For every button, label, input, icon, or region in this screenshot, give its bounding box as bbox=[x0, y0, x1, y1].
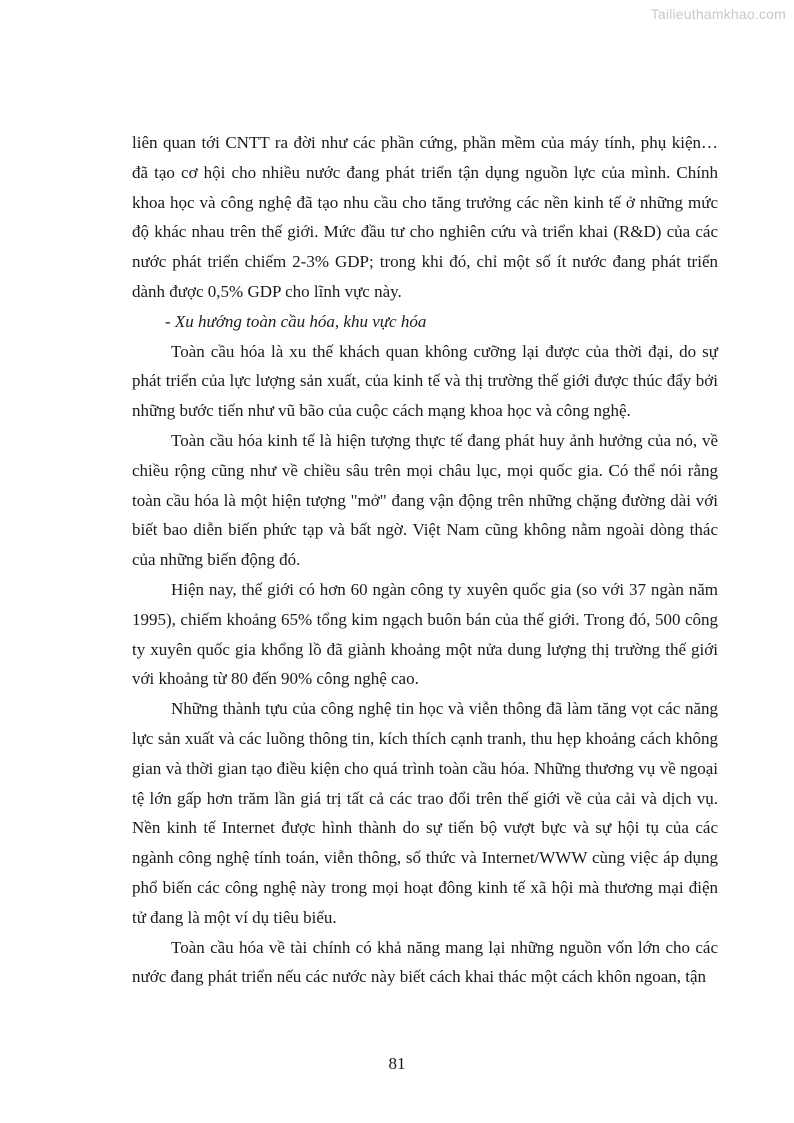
page-number: 81 bbox=[388, 1054, 406, 1073]
paragraph-technology-achievements: Những thành tựu của công nghệ tin học và viễn thông đã làm tăng vọt các năng lực sản xuất và các luồng thông tin, kích thích cạnh tranh, thu hẹp khoảng cách không gian và thời gian tạo điều kiện cho quá trình toàn cầu hóa. Những thương vụ về ngoại tệ lớn gấp hơn trăm lần giá trị tất cả các trao đổi trên thế giới về của cải và dịch vụ. Nền kinh tế Internet được hình thành do sự tiến bộ vượt bực và sự hội tụ của các ngành công nghệ tính toán, viễn thông, số thức và Internet/WWW cùng việc áp dụng phổ biến các công nghệ này trong mọi hoạt đông kinh tế xã hội mà thương mại điện tử đang là một ví dụ tiêu biểu. bbox=[132, 699, 718, 927]
paragraph-globalization-trend: Toàn cầu hóa là xu thế khách quan không cưỡng lại được của thời đại, do sự phát triển của lực lượng sản xuất, của kinh tế và thị trường thế giới được thúc đẩy bởi những bước tiến như vũ bão của cuộc cách mạng khoa học và công nghệ. bbox=[132, 341, 718, 421]
section-heading bbox=[132, 307, 718, 337]
heading-text: Xu hướng toàn cầu hóa, khu vực hóa bbox=[174, 311, 427, 331]
heading-dash: - bbox=[165, 311, 171, 331]
paragraph-economic-globalization: Toàn cầu hóa kinh tế là hiện tượng thực tế đang phát huy ảnh hưởng của nó, về chiều rộng cũng như về chiều sâu trên mọi châu lục, mọi quốc gia. Có thể nói rằng toàn cầu hóa là một hiện tượng "mở" đang vận động trên những chặng đường dài với biết bao diễn biến phức tạp và bất ngờ. Việt Nam cũng không nằm ngoài dòng thác của những biến động đó. bbox=[132, 430, 718, 570]
document-body bbox=[132, 128, 718, 992]
watermark-text: Tailieuthamkhao.com bbox=[650, 6, 786, 22]
paragraph-continuation: liên quan tới CNTT ra đời như các phần cứng, phần mềm của máy tính, phụ kiện… đã tạo cơ hội cho nhiều nước đang phát triển tận dụng nguồn lực của mình. Chính khoa học và công nghệ đã tạo nhu cầu cho tăng trưởng các nền kinh tế ở những mức độ khác nhau trên thế giới. Mức đầu tư cho nghiên cứu và triển khai (R&D) của các nước phát triển chiếm 2-3% GDP; trong khi đó, chỉ một số ít nước đang phát triển dành được 0,5% GDP cho lĩnh vực này. bbox=[132, 133, 718, 301]
paragraph-multinational-companies: Hiện nay, thế giới có hơn 60 ngàn công ty xuyên quốc gia (so với 37 ngàn năm 1995), chiếm khoảng 65% tổng kim ngạch buôn bán của thế giới. Trong đó, 500 công ty xuyên quốc gia khổng lồ đã giành khoảng một nửa dung lượng thị trường thế giới với khoảng từ 80 đến 90% công nghệ cao. bbox=[132, 579, 718, 689]
paragraph-financial-globalization: Toàn cầu hóa về tài chính có khả năng mang lại những nguồn vốn lớn cho các nước đang phát triển nếu các nước này biết cách khai thác một cách khôn ngoan, tận bbox=[132, 937, 718, 987]
